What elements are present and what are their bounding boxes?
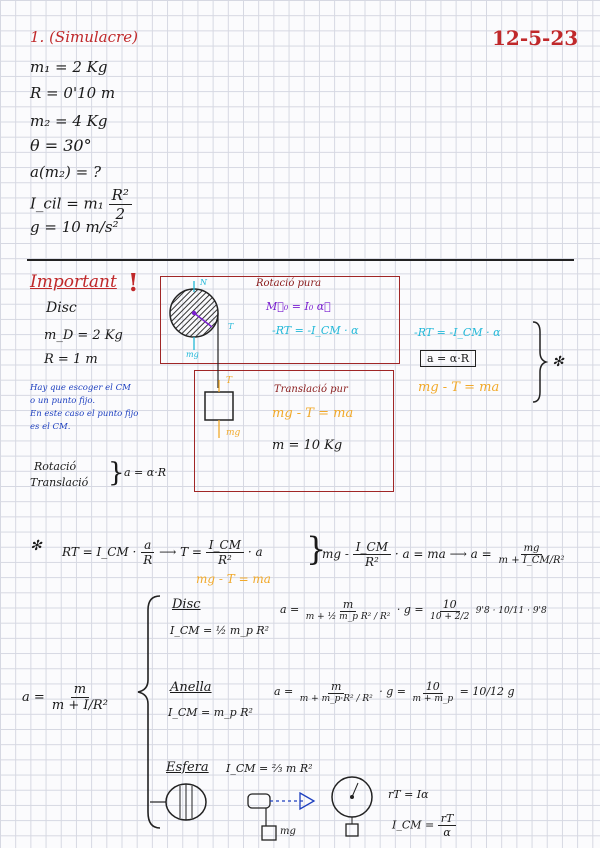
ring-num: m	[328, 680, 344, 694]
important-mark: !	[128, 268, 139, 297]
axle-block	[262, 826, 276, 840]
tension-times-a: · a	[247, 545, 263, 559]
general-lhs: a =	[22, 690, 45, 705]
disc-times: · g =	[396, 603, 424, 616]
disc-value-num: 10	[440, 598, 460, 612]
relation-brace: }	[108, 458, 125, 488]
note-line-3: En este caso el punto fijo	[30, 409, 139, 419]
note-line-4: es el CM.	[30, 422, 71, 432]
general-den: m + I/R²	[51, 698, 108, 713]
note-line-1: Hay que escoger el CM	[30, 383, 131, 393]
block-tension-label: T	[226, 376, 233, 386]
icm-over-r2-den: R²	[217, 553, 232, 567]
sphere-eq2-fraction	[438, 812, 457, 839]
derivation-arrow: ⟶	[159, 545, 177, 559]
normal-label: N	[200, 278, 207, 287]
relation-result: a = α·R	[124, 466, 166, 479]
block-mass: m = 10 Kg	[272, 438, 343, 453]
translation-eq-b: mg - T = ma	[418, 380, 500, 395]
case-sphere-inertia: I_CM = ⅔ m R²	[226, 762, 313, 775]
disc-mass: m_D = 2 Kg	[44, 328, 123, 343]
block-weight-label: mg	[226, 428, 241, 438]
ring-times: · g =	[379, 685, 407, 698]
tension-label: T	[228, 322, 234, 331]
sphere-eq-1: rT = Iα	[388, 788, 429, 801]
case-sphere-name: Esfera	[166, 760, 209, 775]
sphere-eq2-den: α	[443, 826, 451, 839]
result-a: a =	[470, 547, 492, 561]
ring-value-num: 10	[423, 680, 443, 694]
disc-radius: R = 1 m	[44, 352, 98, 367]
translation-eq: mg - T = ma	[272, 406, 354, 421]
given-gravity: g = 10 m/s²	[30, 218, 119, 236]
important-title: Important	[30, 272, 117, 292]
sphere-eq2-lhs: I_CM =	[392, 818, 435, 832]
relation-translation: Translació	[30, 476, 89, 489]
given-m1: m₁ = 2 Kg	[30, 58, 108, 76]
page-title: 1. (Simulacre)	[30, 28, 138, 46]
given-unknown: a(m₂) = ?	[30, 163, 102, 181]
combo-lhs: mg -	[322, 547, 349, 561]
a-over-r-den: R	[143, 553, 153, 567]
given-angle: θ = 30°	[30, 136, 92, 155]
combo-num: I_CM	[353, 540, 391, 555]
inertia-den: 2	[115, 205, 125, 223]
general-num: m	[71, 682, 89, 698]
sphere-eq-2	[392, 812, 456, 839]
icm-over-r2-num: I_CM	[206, 538, 244, 553]
derivation-star: ✻	[30, 538, 42, 554]
translation-title: Translació pur	[274, 384, 348, 395]
result-den: m + I_CM/R²	[498, 555, 565, 566]
inertia-coef: m₁	[83, 194, 104, 213]
ring-a-eq: a =	[274, 685, 294, 698]
given-m2: m₂ = 4 Kg	[30, 112, 108, 130]
combo-arrow: ⟶	[449, 547, 467, 561]
diagram-star: ✻	[552, 354, 564, 370]
page-date: 12-5-23	[492, 26, 579, 50]
ring-value-den: m + m_p	[412, 694, 454, 704]
disc-num: m	[340, 598, 356, 612]
given-radius: R = 0'10 m	[30, 84, 116, 102]
combo-rhs: · a = ma	[394, 547, 446, 561]
disc-value-den: 10 + 2/2	[430, 612, 470, 622]
disc-tail: 9'8 · 10/11 · 9'8	[475, 606, 547, 616]
rotation-title: Rotació pura	[256, 278, 322, 289]
case-disc-name: Disc	[172, 597, 201, 612]
a-over-r-num: a	[141, 538, 154, 553]
rotation-eq-2b: -RT = -I_CM · α	[414, 326, 501, 339]
result-num: mg	[521, 543, 543, 555]
note-line-2: o un punto fijo.	[30, 396, 96, 406]
disc-den: m + ½ m_p R² / R²	[305, 612, 391, 622]
sphere-mg: mg	[280, 826, 296, 837]
rotation-eq-1: M⃗₀ = I₀ α⃗	[266, 300, 331, 313]
ring-tail: = 10/12 g	[459, 685, 515, 698]
axle-cylinder	[248, 794, 270, 808]
case-ring-inertia: I_CM = m_p R²	[168, 706, 253, 719]
tension-eq: T =	[180, 545, 202, 559]
inertia-lhs: I_cil =	[30, 194, 79, 213]
derivation-brace: }	[306, 530, 327, 568]
relation-box: a = α·R	[420, 350, 476, 367]
inertia-num: R²	[109, 186, 132, 205]
disc-label: Disc	[46, 300, 77, 316]
relation-rotation: Rotació	[34, 460, 77, 473]
case-disc-inertia: I_CM = ½ m_p R²	[170, 624, 270, 637]
case-ring-name: Anella	[170, 680, 212, 695]
ring-den: m + m_p·R² / R²	[299, 694, 373, 704]
substitution-eq: mg - T = ma	[196, 572, 271, 586]
disc-a-eq: a =	[280, 603, 300, 616]
derivation-lhs: RT = I_CM ·	[62, 545, 137, 559]
weight-label: mg	[186, 350, 199, 359]
sphere-eq2-num: rT	[438, 812, 457, 826]
combo-den: R²	[364, 555, 379, 569]
rotation-eq-2: -RT = -I_CM · α	[272, 324, 359, 337]
